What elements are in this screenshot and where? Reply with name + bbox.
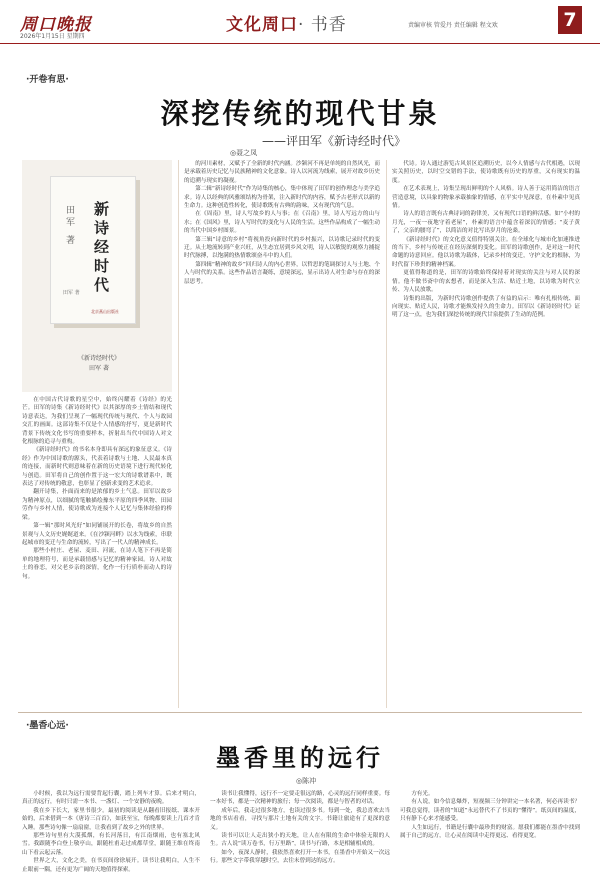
- book-cover-image: [22, 160, 172, 392]
- article-headline: 深挖传统的现代甘泉: [160, 97, 440, 130]
- date-line: 2026年1月15日 星期四: [20, 33, 85, 40]
- paragraph: 的河川素材，又赋予了全新的时代内涵。沙颍河不再是单纯的自然风光，而是承载着历史记忆与民族精神的文化意象。诗人以河流为线索，展开对故乡历史的追溯与现实的凝视。: [184, 161, 380, 184]
- section-title: [226, 10, 347, 35]
- page-number: 7: [558, 6, 582, 34]
- book-caption-author: 田军 著: [89, 365, 109, 372]
- section-sub: · 书香: [298, 15, 347, 35]
- paragraph: 《新诗经时代》的文化意义值得特别关注。在全球化与城市化加速推进的当下，乡村与传统正在经历深刻的变化。田军的诗歌创作，是对这一时代命题的诗意回应。他以诗歌为载体，记录乡村的变迁，守护文化的根脉，为时代留下珍贵的精神档案。: [392, 236, 580, 268]
- book-author-small: 田军 著: [63, 290, 80, 296]
- article-byline: ◎陈冲: [296, 777, 317, 785]
- column-rule: [178, 160, 179, 708]
- paragraph: 成年后，我走过很多地方，也读过很多书。每到一处，我总喜欢去当地的书店看看，寻找与那片土地有关的文字。书籍让旅途有了更深的意义。: [210, 807, 390, 831]
- article-subhead: ——评田军《新诗经时代》: [262, 134, 407, 148]
- paragraph: 《新诗经时代》的书名本身即具有深远的象征意义。《诗经》作为中国诗歌的源头，代表着诗歌与土地、人民最本真的连接，而新时代则意味着在新的历史语境下进行现代转化与创造。田军将自己的创作置于这一宏大的诗歌谱系中，既表达了对传统的敬意，也彰显了创新求变的艺术追求。: [22, 447, 172, 488]
- section-name: 文化周口: [226, 15, 298, 35]
- paragraph: 在《周南》里，诗人写故乡的人与事；在《召南》里，诗人写远方的山与水；在《国风》里，诗人写时代的变化与人民的生活。这些作品构成了一幅生动的当代中国乡村图景。: [184, 211, 380, 235]
- section-divider: [18, 712, 582, 713]
- column-rule: [386, 160, 387, 708]
- paragraph: 诗集的出版，为新时代诗歌创作提供了有益的启示：唯有扎根传统、面向现实、贴近人民，诗歌才能焕发持久的生命力。田军以《新诗经时代》证明了这一点，也为我们深挖传统的现代甘泉提供了生动的范例。: [392, 295, 580, 319]
- paragraph: 翻开诗集，扑面而来的是浓郁的乡土气息。田军以故乡为精神原点，以细腻的笔触描绘豫东平原的四季风物、田园劳作与乡村人情，使诗歌成为连接个人记忆与集体经验的桥梁。: [22, 489, 172, 521]
- book-publisher: 北京燕山出版社: [91, 309, 119, 314]
- editors-line: 责编审核 管爱丹 责任编辑 程文欢: [408, 22, 498, 29]
- paragraph: 更值得称道的是，田军的诗歌始终保持着对现实的关注与对人民的深情。他不做书斋中的玄想者，而是深入生活、贴近土地，以诗歌为时代立传、为人民放歌。: [392, 270, 580, 294]
- masthead: [0, 0, 600, 44]
- paragraph: 读书可以让人走出狭小的天地，让人在有限的生命中体验无限的人生。古人说“读万卷书，行万里路”，读书与行路，本是相辅相成的。: [210, 833, 390, 848]
- book-caption-title: 《新诗经时代》: [77, 355, 120, 362]
- paragraph: 第二辑“新诗经时代”作为诗集的核心，集中体现了田军的创作理念与美学追求。诗人以经典的风雅颂结构为骨架，注入新时代的内容，赋予古老形式以新的生命力。这种创造性转化，使诗歌既有古典的韵味，又有现代的气息。: [184, 186, 380, 210]
- article-body-col2: [184, 160, 380, 708]
- article-body-col1: [22, 790, 200, 888]
- book-cover-author: 田军 著: [64, 205, 74, 247]
- column-label: ·墨香心远·: [26, 721, 69, 731]
- paragraph: 那些小村庄、老屋、麦田、河流，在诗人笔下不再是简单的地理符号，而是承载情感与记忆的精神家园。诗人对故土的眷恋，对父老乡亲的深情，化作一行行质朴而动人的诗句。: [22, 548, 172, 580]
- paragraph: 在中国古代诗歌的星空中，始终闪耀着《诗经》的光芒。田军的诗集《新诗经时代》以其深厚的乡土情结和现代诗意表达，为我们呈现了一幅现代传统与现代、个人与故园交汇的画面。这部诗集不仅是个人情感的抒写，更是新时代背景下传统文化书写的重要样本，折射出当代中国诗人对文化根脉的追寻与重构。: [22, 397, 172, 446]
- paragraph: 世界之大，文化之美，在书页间徐徐展开。读书让我明白，人生不止眼前一隅，还有更为广阔的天地值得探索。: [22, 858, 200, 873]
- paragraph: 第四辑“精神的故乡”回归诗人的内心世界，以哲思的笔调探讨人与土地、个人与时代的关系。这些作品语言凝练，意境深远，显示出诗人对生命与存在的深层思考。: [184, 261, 380, 285]
- article-byline: ◎聂之凤: [230, 149, 258, 157]
- book-cover: [50, 176, 136, 324]
- column-label: ·开卷有思·: [26, 75, 69, 85]
- book-title: 新诗经时代: [92, 201, 110, 296]
- paragraph: 小时候，我以为远行需要背起行囊，踏上列车才算。后来才明白，真正的远行，有时只需一本书、一盏灯、一个安静的夜晚。: [22, 791, 200, 806]
- paragraph: 第三辑“诗意的乡村”将视角投向新时代的乡村振兴，以诗歌记录时代的变迁。从土地流转到产业兴旺，从生态宜居到乡风文明，诗人以敏锐的观察力捕捉时代脉搏，以饱满的热情歌颂奋斗中的人们。: [184, 236, 380, 260]
- paper-name: 周口晚报: [20, 15, 92, 35]
- paragraph: 在艺术表现上，诗集呈现出鲜明的个人风格。诗人善于运用简洁的语言营造意境，以具象的物象承载抽象的情感，在平实中见深意，在朴素中见真情。: [392, 186, 580, 210]
- paragraph: 代诗。诗人通过游览古风景区追溯历史，以今人情感与古代相遇，以现实关照历史，以时空交错的手法，使诗歌既有历史的厚重，又有现实的温度。: [392, 161, 580, 184]
- paragraph: 那些诗句里有大漠孤烟，有长河落日，有江南烟雨，也有塞北风雪。我跟随李白登上敬亭山，跟随杜甫走过成都草堂，跟随王维在终南山下看云起云落。: [22, 833, 200, 856]
- paragraph: 我在乡下长大，家里书很少。最初的阅读是从翻看旧报纸、课本开始的，后来借到一本《唐诗三百首》，如获至宝，每晚都要读上几首才肯入睡。那些诗句像一扇扇窗，让我看到了故乡之外的世界。: [22, 807, 200, 831]
- paragraph: 方有光。: [411, 791, 434, 797]
- paragraph: 人生如远行，书籍是行囊中最珍贵的财富。愿我们都能在墨香中找到属于自己的远方，让心灵在阅读中走得更远、看得更宽。: [400, 824, 580, 840]
- article-body-col3: [392, 160, 580, 708]
- article-body-col1: [22, 396, 172, 706]
- article-headline: 墨香里的远行: [216, 743, 384, 772]
- paragraph: 如今，夜深人静时，我依然喜欢打开一本书，在墨香中开始又一次远行。那些文字带我穿越时空，去往未曾到达的远方。: [210, 849, 390, 865]
- article-body-col3: [400, 790, 580, 888]
- paragraph: 读书让我懂得，远行不一定要走很远的路，心灵的远行同样重要。每一本好书，都是一次精神的旅行；每一次阅读，都是与智者的对话。: [210, 791, 390, 806]
- article-body-col2: [210, 790, 390, 888]
- paragraph: 第一辑“那时风光好”如同铺展开的长卷，将故乡的自然景观与人文历史娓娓道来。《在沙颍河畔》以水为线索，串联起城市的变迁与生命的流转，写出了一代人的精神成长。: [22, 523, 172, 546]
- book-caption: [64, 354, 134, 374]
- paragraph: 诗人的语言既有古典诗词的韵律美，又有现代口语的鲜活感。如“小村的月光，一夜一夜地守着老屋”，朴素的语言中蕴含着深沉的情感；“麦子黄了，父亲的腰弯了”，以简洁的对比写出岁月的沧桑。: [392, 211, 580, 235]
- paragraph: 有人说，如今信息爆炸，短视频三分钟讲完一本名著，何必再读书？可我总觉得，读者的“知道”永远替代不了书页的“懂得”。纸页间的温度，只有静下心来才能感受。: [400, 799, 580, 823]
